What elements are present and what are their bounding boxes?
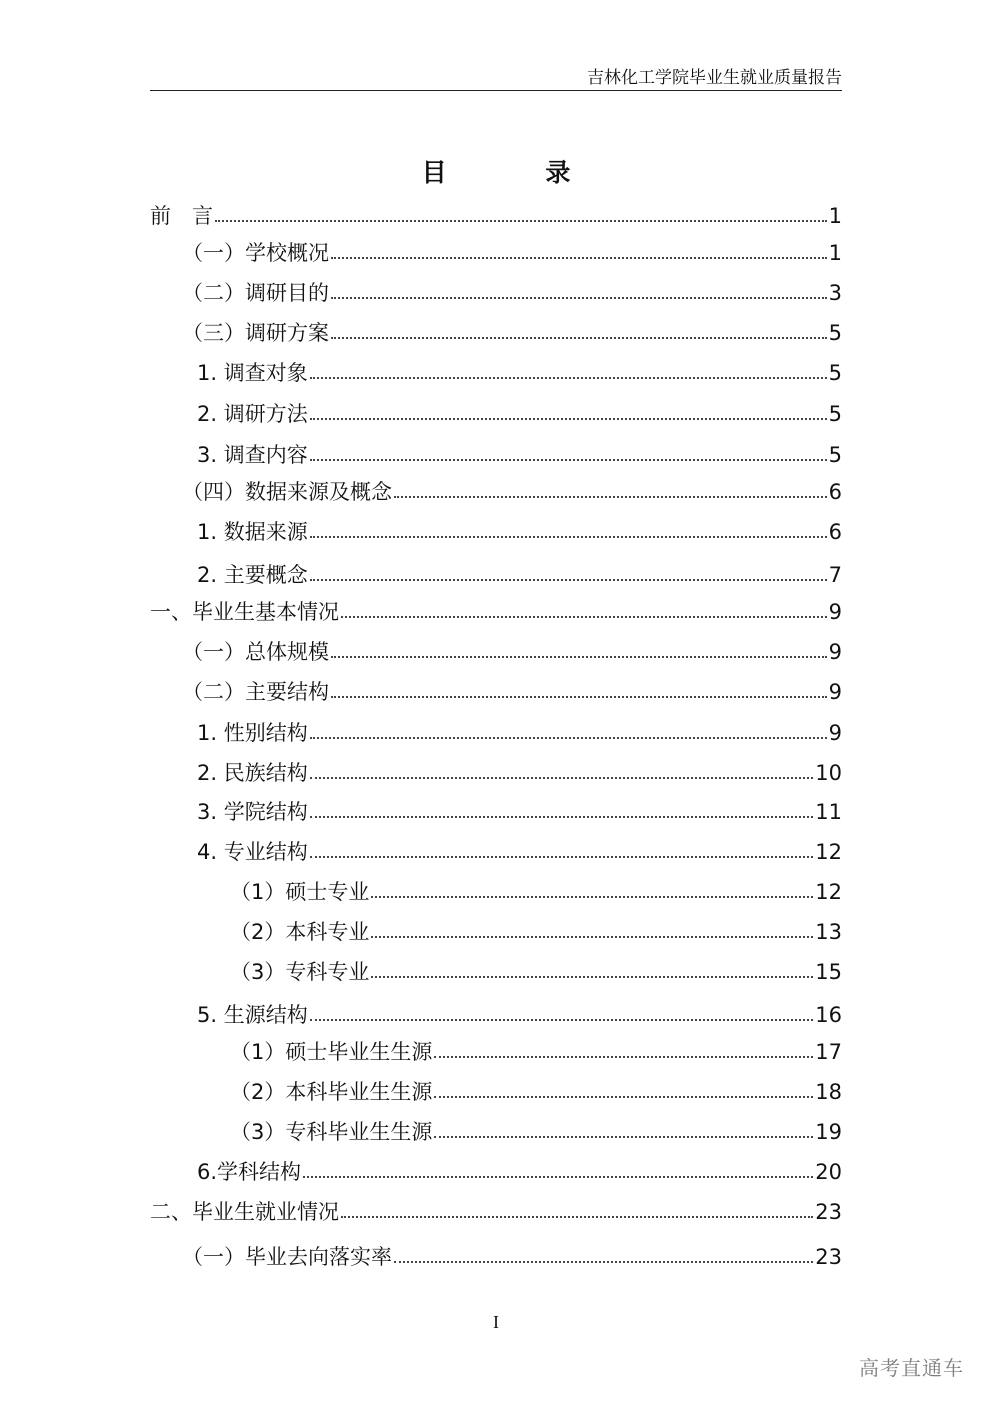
toc-entry-page: 5: [828, 321, 842, 345]
toc-leader: [331, 257, 827, 259]
header-title: 吉林化工学院毕业生就业质量报告: [587, 68, 842, 88]
toc-entry-page: 9: [828, 640, 842, 664]
toc-entry-label: （四）数据来源及概念: [182, 480, 392, 504]
toc-entry-page: 3: [828, 281, 842, 305]
toc-entry[interactable]: [150, 915, 842, 945]
toc-entry-label: （1）硕士毕业生生源: [230, 1040, 433, 1064]
toc-entry-label: （二）主要结构: [182, 680, 329, 704]
toc-entry-page: 20: [815, 1160, 842, 1184]
toc-entry-label: （1）硕士专业: [230, 880, 370, 904]
toc-entry[interactable]: [150, 1035, 842, 1065]
toc-leader: [331, 337, 827, 339]
toc-leader: [371, 936, 813, 938]
toc-entry[interactable]: [150, 276, 842, 306]
toc-title: 目 录: [421, 158, 616, 187]
toc-entry-page: 5: [828, 361, 842, 385]
toc-entry[interactable]: [150, 835, 842, 865]
toc-entry-label: （3）专科专业: [230, 960, 370, 984]
toc-leader: [310, 856, 814, 858]
toc-entry-page: 15: [815, 960, 842, 984]
toc-entry-label: 5. 生源结构: [197, 1003, 308, 1027]
toc-entry-label: 3. 学院结构: [197, 800, 308, 824]
toc-entry-page: 1: [828, 241, 842, 265]
toc-entry[interactable]: [150, 356, 842, 386]
toc-leader: [310, 1019, 814, 1021]
toc-entry-label: 二、毕业生就业情况: [150, 1200, 339, 1224]
toc-entry-label: （三）调研方案: [182, 321, 329, 345]
toc-entry-label: 3. 调查内容: [197, 443, 308, 467]
toc-entry-label: 1. 调查对象: [197, 361, 308, 385]
toc-entry[interactable]: [150, 875, 842, 905]
toc-entry-page: 16: [815, 1003, 842, 1027]
toc-leader: [394, 1261, 813, 1263]
toc-entry[interactable]: [150, 675, 842, 705]
toc-entry-label: 1. 性别结构: [197, 721, 308, 745]
toc-entry[interactable]: [150, 635, 842, 665]
toc-entry-label: 2. 民族结构: [197, 761, 308, 785]
page-header: [150, 68, 842, 91]
toc-entry-page: 7: [828, 563, 842, 587]
toc-entry-label: 一、毕业生基本情况: [150, 600, 339, 624]
toc-entry[interactable]: [150, 438, 842, 468]
toc-entry-page: 19: [815, 1120, 842, 1144]
toc-leader: [434, 1136, 813, 1138]
toc-leader: [310, 536, 827, 538]
toc-entry-page: 1: [828, 204, 842, 228]
toc-leader: [331, 656, 827, 658]
toc-entry[interactable]: [150, 716, 842, 746]
toc-entry-page: 12: [815, 880, 842, 904]
toc-entry-page: 5: [828, 402, 842, 426]
toc-entry-label: 2. 主要概念: [197, 563, 308, 587]
toc-leader: [341, 616, 827, 618]
toc-leader: [394, 496, 827, 498]
toc-leader: [310, 418, 827, 420]
toc-entry-page: 12: [815, 840, 842, 864]
toc-entry-page: 17: [815, 1040, 842, 1064]
toc-entry-label: 4. 专业结构: [197, 840, 308, 864]
toc-entry-label: （一）毕业去向落实率: [182, 1245, 392, 1269]
toc-entry-label: （一）学校概况: [182, 241, 329, 265]
toc-entry[interactable]: [150, 236, 842, 266]
toc-entry[interactable]: [150, 475, 842, 505]
toc-entry-label: 6.学科结构: [197, 1160, 302, 1184]
toc-leader: [310, 816, 814, 818]
toc-entry-label: 1. 数据来源: [197, 520, 308, 544]
toc-leader: [434, 1096, 813, 1098]
toc-leader: [371, 896, 813, 898]
toc-entry[interactable]: [150, 595, 842, 625]
toc-leader: [310, 737, 827, 739]
toc-entry[interactable]: [150, 795, 842, 825]
toc-entry[interactable]: [150, 515, 842, 545]
toc-entry[interactable]: [150, 316, 842, 346]
toc-leader: [331, 696, 827, 698]
toc-entry[interactable]: [150, 199, 842, 229]
toc-leader: [341, 1216, 813, 1218]
toc-leader: [310, 777, 814, 779]
toc-entry-page: 9: [828, 680, 842, 704]
toc-entry-label: 2. 调研方法: [197, 402, 308, 426]
toc-entry-page: 18: [815, 1080, 842, 1104]
toc-entry[interactable]: [150, 1240, 842, 1270]
toc-entry[interactable]: [150, 955, 842, 985]
toc-entry-page: 23: [815, 1245, 842, 1269]
toc-entry-label: （2）本科毕业生生源: [230, 1080, 433, 1104]
toc-entry-label: （一）总体规模: [182, 640, 329, 664]
toc-entry-page: 10: [815, 761, 842, 785]
toc-entry[interactable]: [150, 756, 842, 786]
toc-leader: [371, 976, 813, 978]
toc-entry-page: 5: [828, 443, 842, 467]
toc-entry[interactable]: [150, 1115, 842, 1145]
toc-entry-page: 6: [828, 480, 842, 504]
toc-leader: [303, 1176, 813, 1178]
toc-entry-label: 前 言: [150, 204, 213, 228]
toc-leader: [331, 297, 827, 299]
toc-entry-page: 9: [828, 600, 842, 624]
toc-entry-page: 23: [815, 1200, 842, 1224]
toc-leader: [434, 1056, 813, 1058]
toc-entry-label: （3）专科毕业生生源: [230, 1120, 433, 1144]
toc-entry[interactable]: [150, 558, 842, 588]
toc-leader: [215, 220, 827, 222]
watermark: 高考直通车: [859, 1356, 964, 1380]
toc-entry[interactable]: [150, 1075, 842, 1105]
toc-entry-label: （2）本科专业: [230, 920, 370, 944]
toc-entry-page: 11: [815, 800, 842, 824]
toc-leader: [310, 579, 827, 581]
toc-entry-page: 6: [828, 520, 842, 544]
toc-entry-label: （二）调研目的: [182, 281, 329, 305]
toc-entry[interactable]: [150, 1155, 842, 1185]
toc-entry[interactable]: [150, 998, 842, 1028]
toc-entry-page: 9: [828, 721, 842, 745]
toc-leader: [310, 459, 827, 461]
page-number: I: [493, 1312, 499, 1332]
toc-entry-page: 13: [815, 920, 842, 944]
toc-leader: [310, 377, 827, 379]
toc-entry[interactable]: [150, 1195, 842, 1225]
toc-entry[interactable]: [150, 397, 842, 427]
